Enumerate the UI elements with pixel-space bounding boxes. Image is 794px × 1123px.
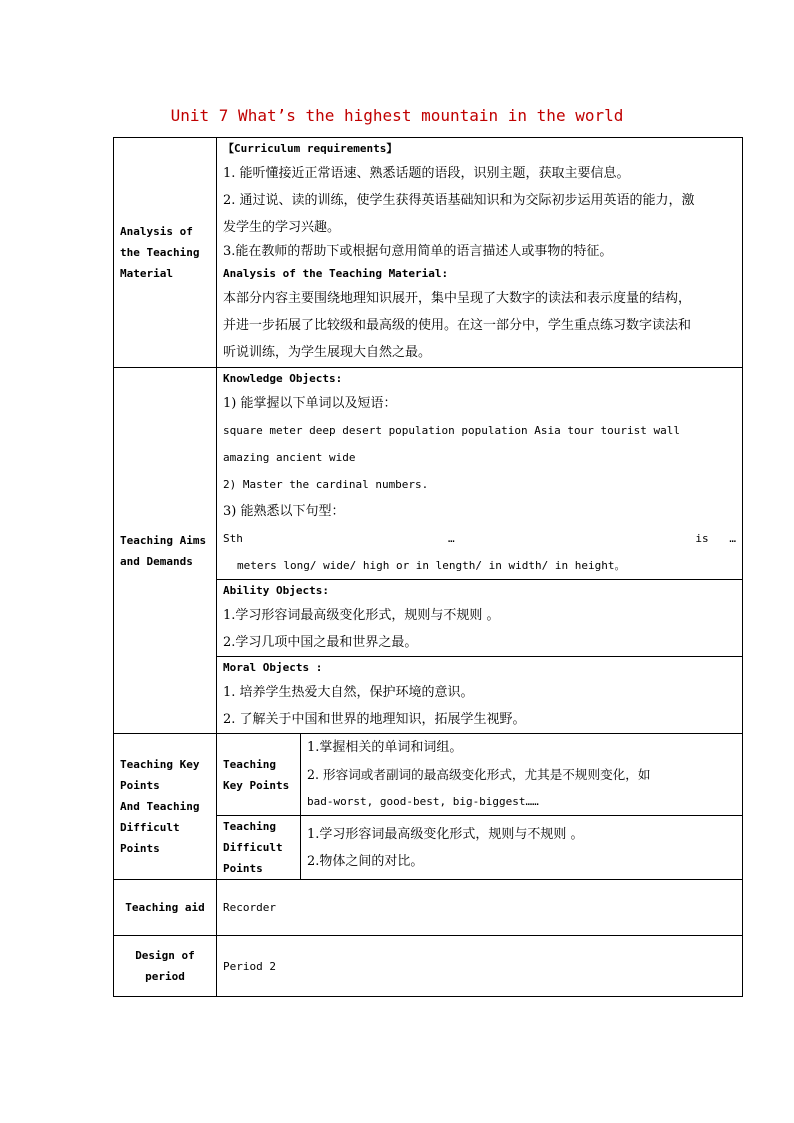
- material-heading: Analysis of the Teaching Material:: [223, 267, 449, 280]
- material-line: 本部分内容主要围绕地理知识展开，集中呈现了大数字的读法和表示度量的结构，: [223, 291, 692, 306]
- ability-cell: [217, 580, 743, 657]
- design-period-row: [114, 936, 743, 997]
- pattern-intro: 3) 能熟悉以下句型：: [223, 504, 345, 519]
- knowledge-intro: 1) 能掌握以下单词以及短语：: [223, 396, 397, 411]
- page-title: Unit 7 What’s the highest mountain in the world: [170, 106, 624, 125]
- key-point-item: 2. 形容词或者副词的最高级变化形式，尤其是不规则变化，如: [307, 767, 651, 782]
- difficult-points-sublabel-cell: Teaching Difficult Points: [217, 816, 301, 880]
- key-points-sublabel-cell: Teaching Key Points: [217, 734, 301, 816]
- key-points-row: [114, 734, 743, 816]
- teaching-aid-value: Recorder: [223, 901, 276, 914]
- curriculum-item: 2. 通过说、读的训练，使学生获得英语基础知识和为交际初步运用英语的能力，激: [223, 193, 695, 208]
- curriculum-heading: 【Curriculum requirements】: [223, 142, 398, 155]
- teaching-aid-label-cell: Teaching aid: [114, 880, 217, 936]
- analysis-row: [114, 138, 743, 368]
- moral-item: 1. 培养学生热爱大自然，保护环境的意识。: [223, 685, 474, 700]
- material-line: 并进一步拓展了比较级和最高级的使用。在这一部分中，学生重点练习数字读法和: [223, 318, 692, 333]
- aims-knowledge-row: [114, 368, 743, 580]
- aims-label-cell: Teaching Aims and Demands: [114, 368, 217, 734]
- ability-heading: Ability Objects:: [223, 584, 329, 597]
- knowledge-cell: [217, 368, 743, 580]
- analysis-content-cell: [217, 138, 743, 368]
- ability-item: 2.学习几项中国之最和世界之最。: [223, 635, 418, 650]
- pattern-line: Sth … is …: [223, 532, 737, 545]
- curriculum-item: 1. 能听懂接近正常语速、熟悉话题的语段，识别主题，获取主要信息。: [223, 166, 630, 181]
- key-points-content-cell: [301, 734, 743, 816]
- analysis-label-cell: Analysis of the Teaching Material: [114, 138, 217, 368]
- moral-item: 2. 了解关于中国和世界的地理知识，拓展学生视野。: [223, 712, 526, 727]
- analysis-label: Analysis of: [120, 225, 193, 238]
- ability-item: 1.学习形容词最高级变化形式，规则与不规则 。: [223, 608, 500, 623]
- key-point-item: 1.掌握相关的单词和词组。: [307, 740, 463, 755]
- difficult-point-item: 1.学习形容词最高级变化形式，规则与不规则 。: [307, 826, 584, 842]
- curriculum-item: 3.能在教师的帮助下或根据句意用简单的语言描述人或事物的特征。: [223, 244, 613, 259]
- difficult-points-content-cell: [301, 816, 743, 880]
- knowledge-heading: Knowledge Objects:: [223, 372, 343, 385]
- vocab-line: amazing ancient wide: [223, 451, 356, 464]
- material-line: 听说训练，为学生展现大自然之最。: [223, 345, 432, 360]
- design-period-value: Period 2: [223, 959, 276, 973]
- teaching-aid-value-cell: [217, 880, 743, 936]
- curriculum-item: 发学生的学习兴趣。: [223, 220, 341, 235]
- moral-heading: Moral Objects :: [223, 661, 323, 674]
- moral-cell: [217, 657, 743, 734]
- pattern-line: meters long/ wide/ high or in length/ in width/ in height。: [237, 559, 626, 572]
- design-period-label-cell: Design of period: [114, 936, 217, 997]
- difficult-point-item: 2.物体之间的对比。: [307, 853, 424, 869]
- lesson-plan-table: [113, 137, 743, 997]
- key-point-item: bad-worst, good-best, big-biggest……: [307, 795, 539, 808]
- teaching-aid-row: [114, 880, 743, 936]
- vocab-line: square meter deep desert population population Asia tour tourist wall: [223, 424, 680, 437]
- design-period-value-cell: [217, 936, 743, 997]
- master-line: 2) Master the cardinal numbers.: [223, 478, 429, 491]
- key-points-label-cell: Teaching Key Points And Teaching Difficult Points: [114, 734, 217, 880]
